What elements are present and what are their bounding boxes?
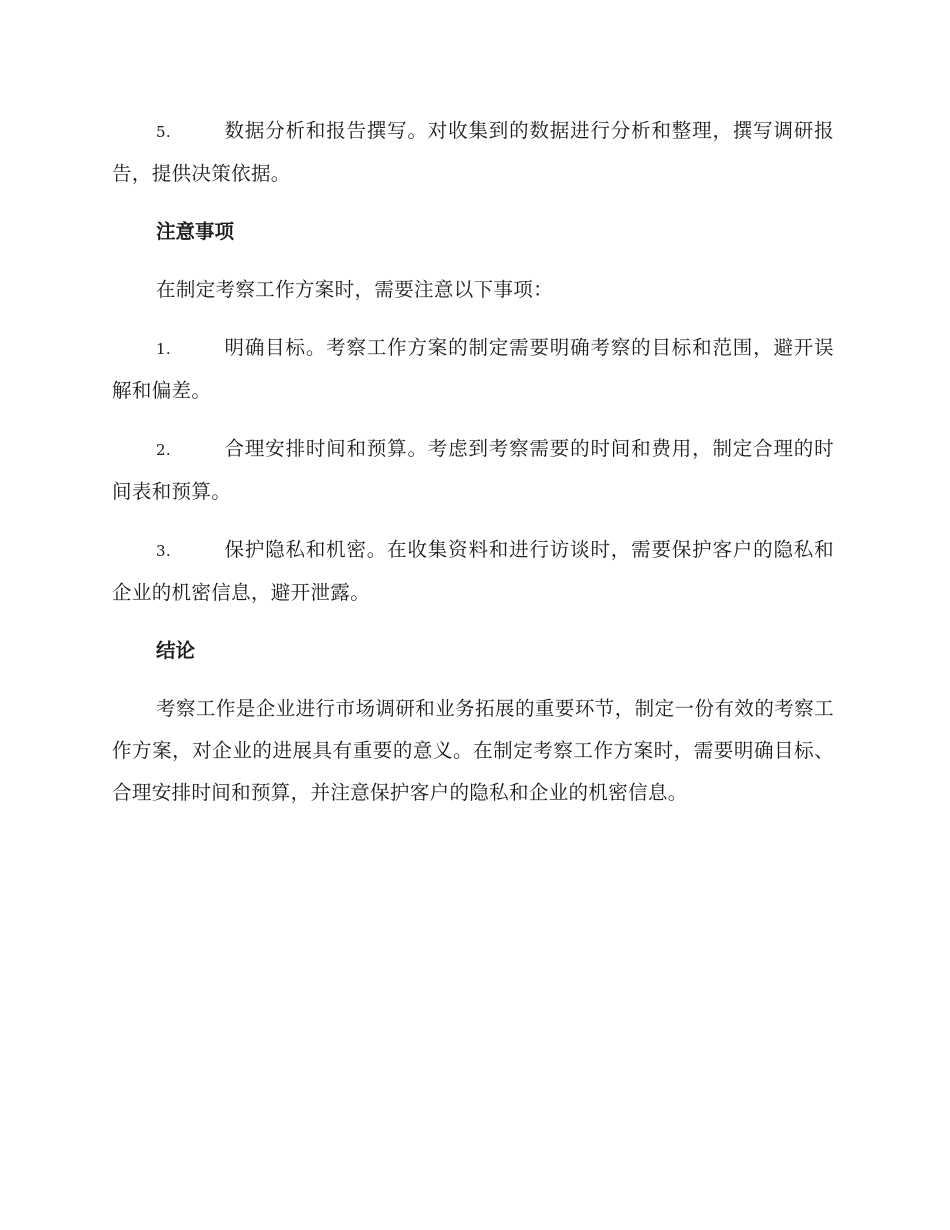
list-item-text: 明确目标。考察工作方案的制定需要明确考察的目标和范围，避开误解和偏差。 xyxy=(112,336,834,402)
list-number: 5. xyxy=(156,123,172,141)
list-number: 2. xyxy=(156,441,172,459)
section-heading-notes: 注意事项 xyxy=(156,220,235,243)
section-heading-conclusion: 结论 xyxy=(156,639,196,662)
notes-intro: 在制定考察工作方案时，需要注意以下事项： xyxy=(156,278,554,301)
list-number: 3. xyxy=(156,542,172,560)
list-item-text: 合理安排时间和预算。考虑到考察需要的时间和费用，制定合理的时间表和预算。 xyxy=(112,437,834,503)
list-item-1 xyxy=(112,327,834,412)
list-item-5 xyxy=(112,110,834,195)
list-item-2 xyxy=(112,428,834,513)
list-item-3 xyxy=(112,529,834,614)
document-page xyxy=(112,110,834,814)
list-item-text: 数据分析和报告撰写。对收集到的数据进行分析和整理，撰写调研报告，提供决策依据。 xyxy=(112,119,834,185)
list-number: 1. xyxy=(156,340,172,358)
list-item-text: 保护隐私和机密。在收集资料和进行访谈时，需要保护客户的隐私和企业的机密信息，避开泄露。 xyxy=(112,538,834,604)
conclusion-text: 考察工作是企业进行市场调研和业务拓展的重要环节，制定一份有效的考察工作方案，对企业的进展具有重要的意义。在制定考察工作方案时，需要明确目标、合理安排时间和预算，并注意保护客户的隐私和企业的机密信息。 xyxy=(112,697,834,804)
